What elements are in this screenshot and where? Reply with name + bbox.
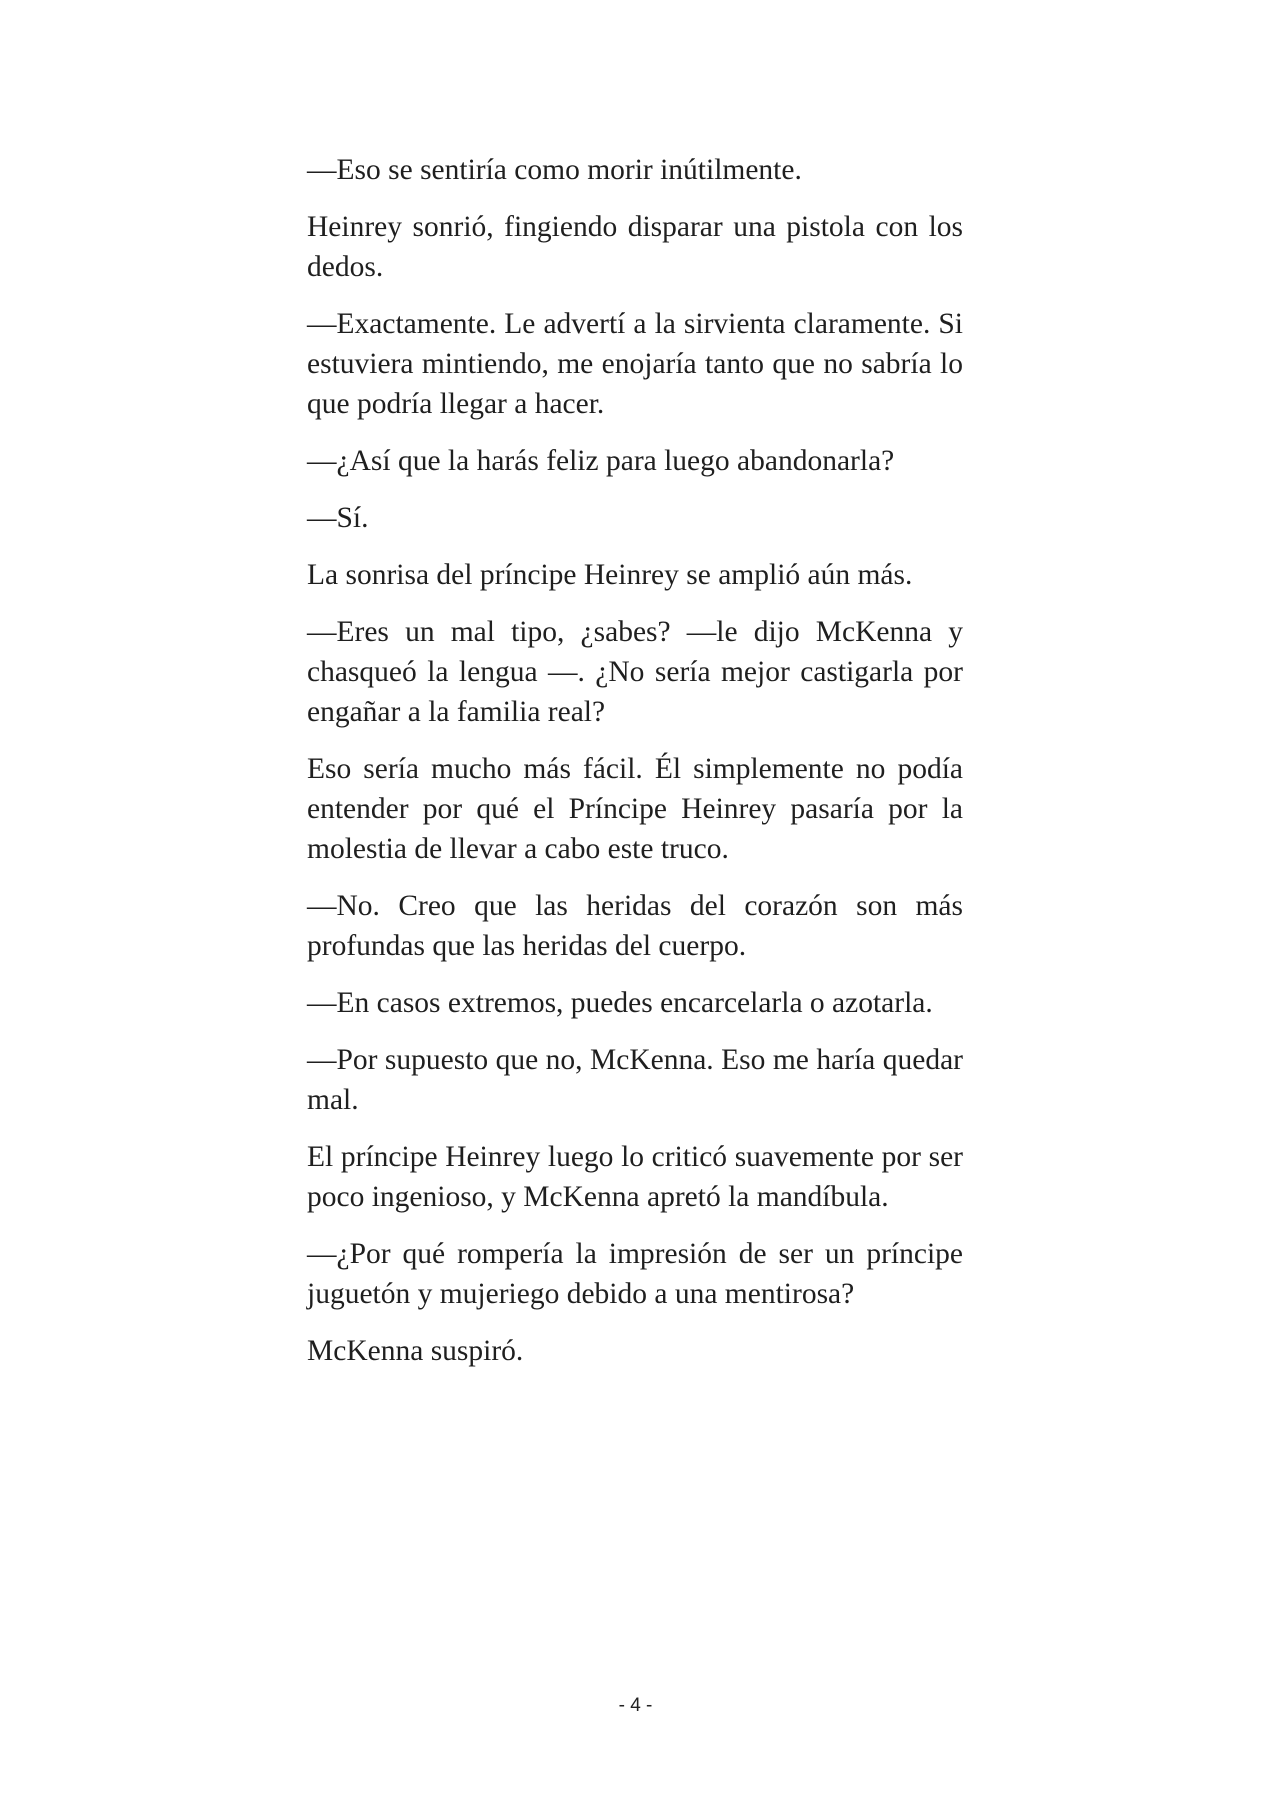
paragraph: —¿Por qué rompería la impresión de ser un príncipe juguetón y mujeriego debido a una mentirosa?: [307, 1238, 963, 1310]
page-number: - 4 -: [618, 1695, 653, 1716]
paragraph: La sonrisa del príncipe Heinrey se amplió aún más.: [307, 559, 913, 591]
paragraph: —Eso se sentiría como morir inútilmente.: [307, 154, 802, 186]
paragraph: —Exactamente. Le advertí a la sirvienta claramente. Si estuviera mintiendo, me enojaría tanto que no sabría lo que podría llegar a hacer.: [307, 308, 963, 420]
paragraph: El príncipe Heinrey luego lo criticó suavemente por ser poco ingenioso, y McKenna apretó la mandíbula.: [307, 1141, 963, 1213]
paragraph: —En casos extremos, puedes encarcelarla o azotarla.: [307, 987, 933, 1019]
paragraph: —Sí.: [307, 502, 369, 534]
paragraph: —Por supuesto que no, McKenna. Eso me haría quedar mal.: [307, 1044, 963, 1116]
paragraph: —¿Así que la harás feliz para luego abandonarla?: [307, 445, 895, 477]
paragraph: Heinrey sonrió, fingiendo disparar una pistola con los dedos.: [307, 211, 963, 283]
paragraph: McKenna suspiró.: [307, 1335, 524, 1367]
paragraph: —Eres un mal tipo, ¿sabes? —le dijo McKenna y chasqueó la lengua —. ¿No sería mejor castigarla por engañar a la familia real?: [307, 616, 963, 728]
paragraph: Eso sería mucho más fácil. Él simplemente no podía entender por qué el Príncipe Heinrey pasaría por la molestia de llevar a cabo este truco.: [307, 753, 963, 865]
body-text: [307, 150, 963, 1388]
paragraph: —No. Creo que las heridas del corazón son más profundas que las heridas del cuerpo.: [307, 890, 963, 962]
